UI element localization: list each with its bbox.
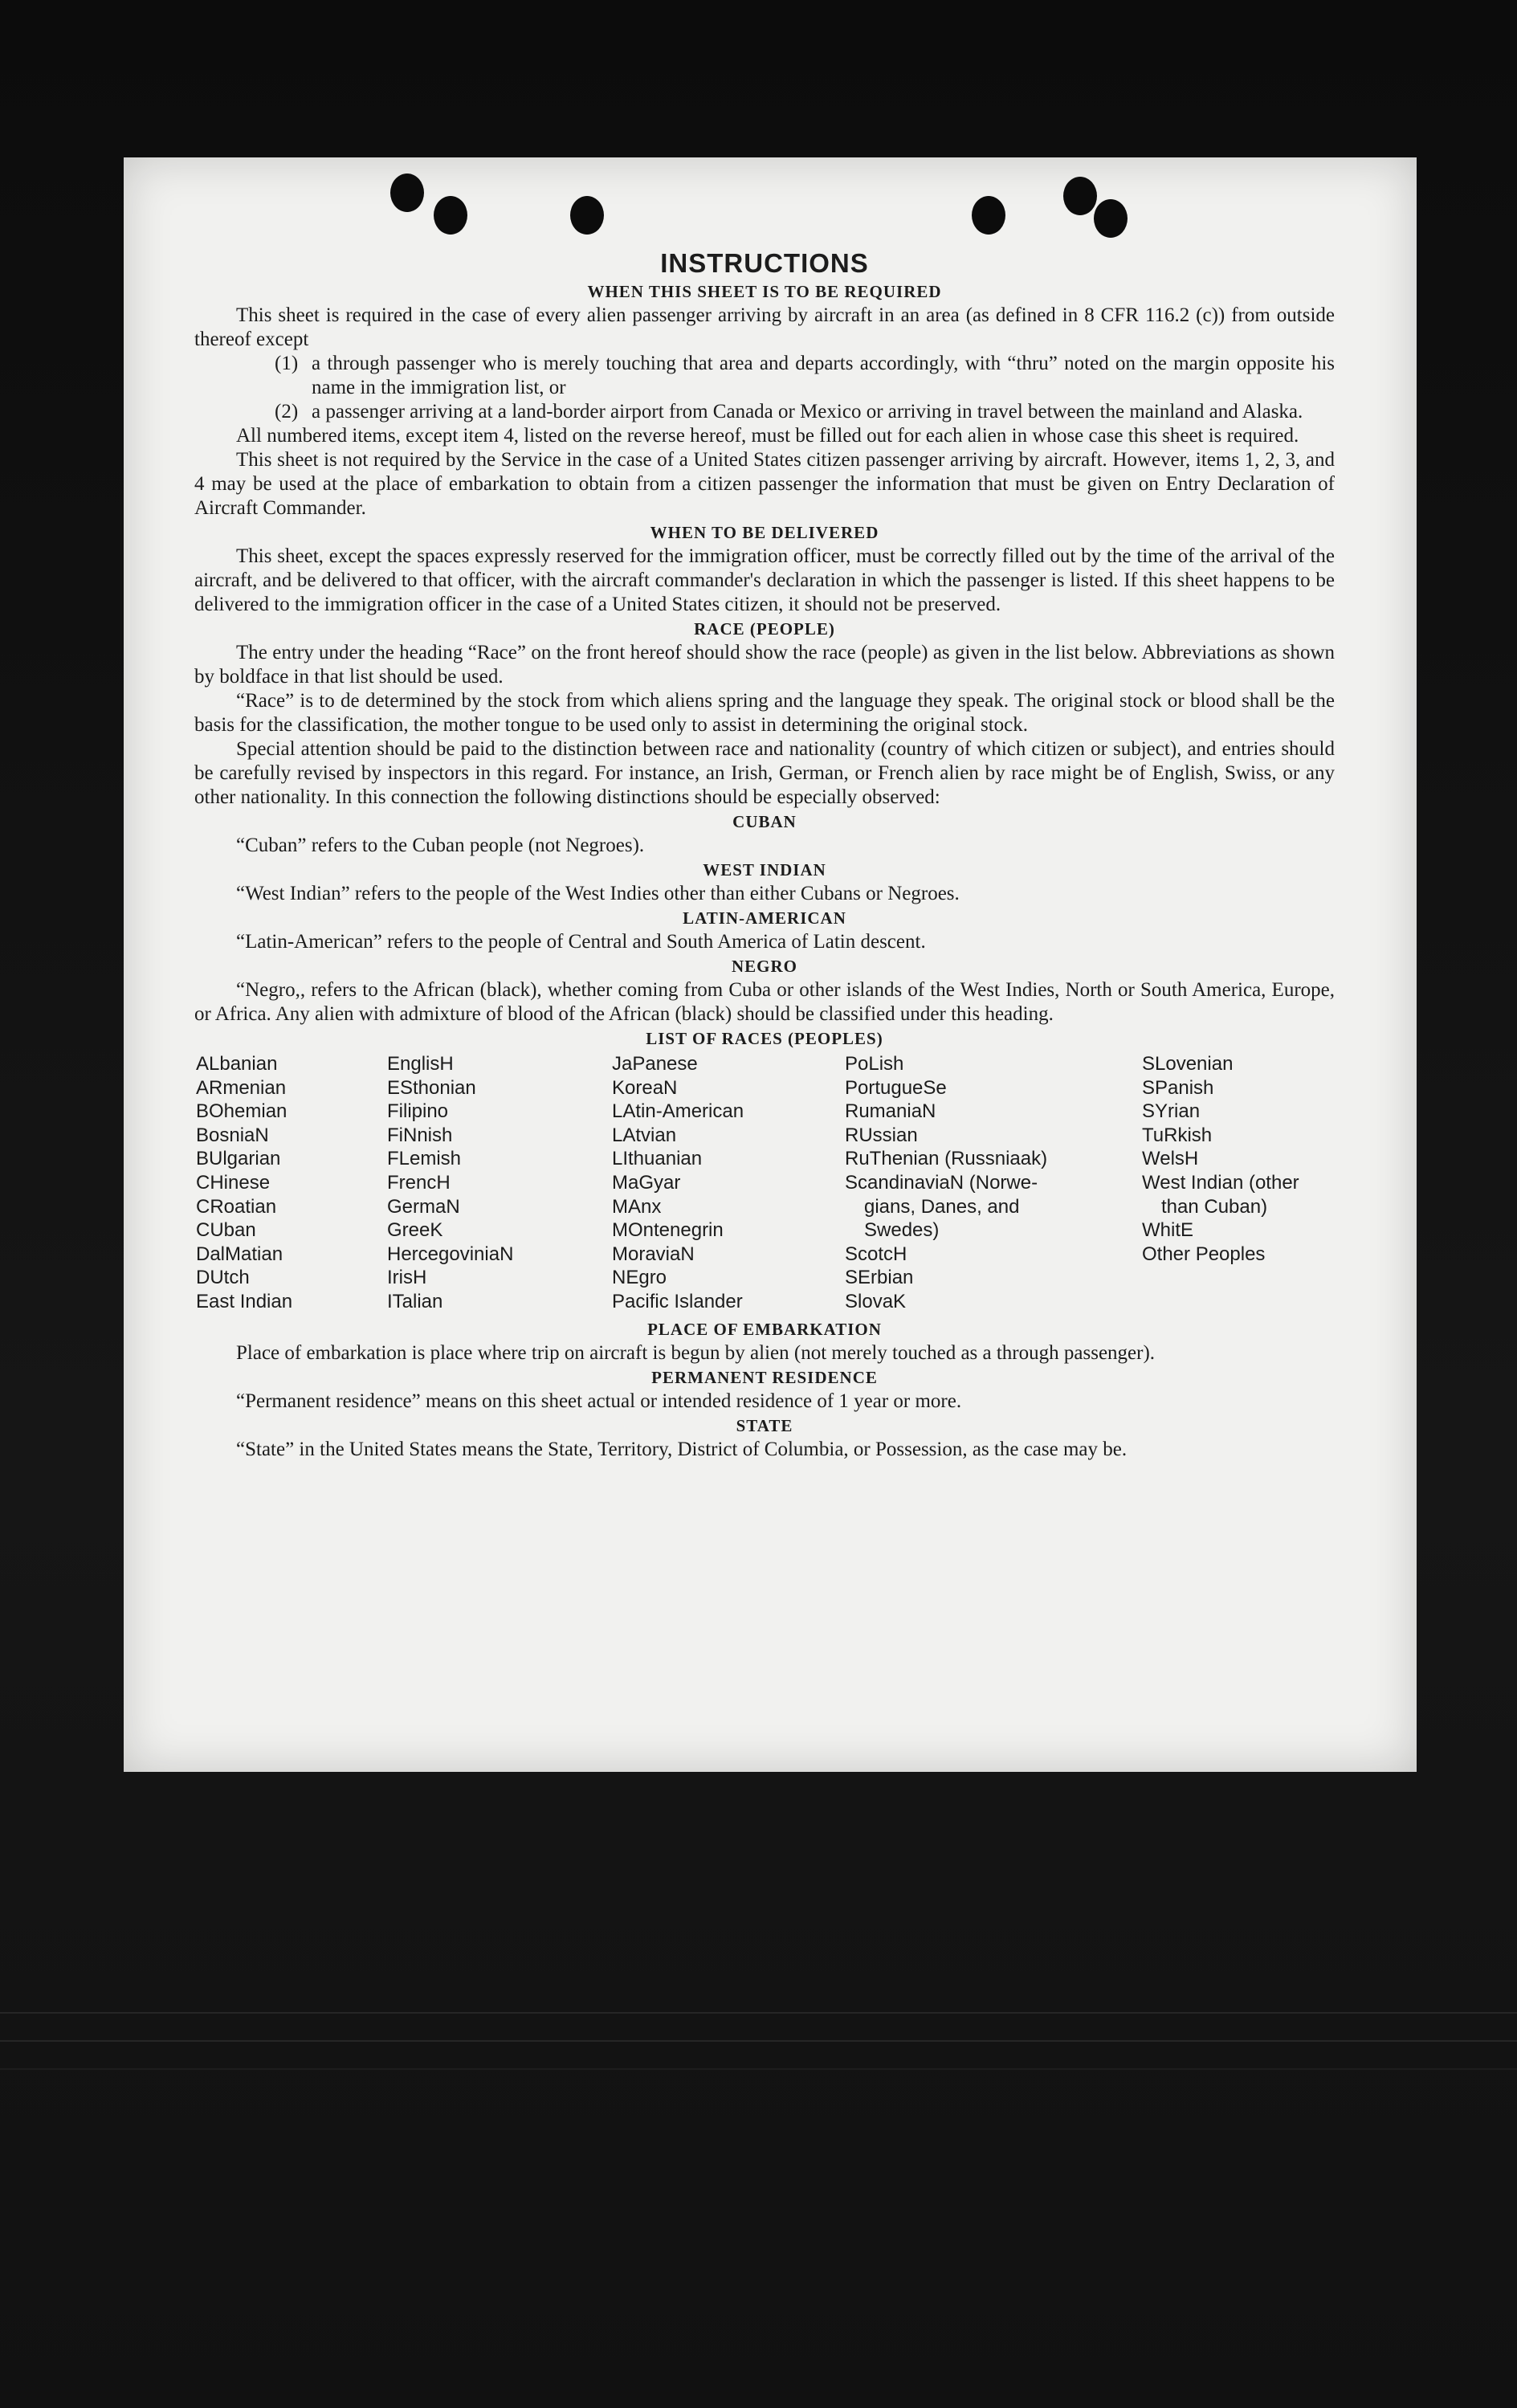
race-entry: SlovaK (845, 1290, 907, 1312)
race-entry: ESthonian (387, 1076, 476, 1099)
race-entry: MoraviaN (612, 1243, 695, 1265)
punch-hole (570, 196, 604, 235)
list-item (275, 352, 1335, 400)
race-entry: Other Peoples (1142, 1243, 1266, 1265)
races-list (196, 1052, 1335, 1314)
race-entry: MaGyar (612, 1171, 681, 1194)
paragraph: “Negro,, refers to the African (black), whether coming from Cuba or other islands of the West Indies, North or South America, Europe, or Africa. Any alien with admixture of blood of the African (black) should be classified under this heading. (194, 979, 1335, 1025)
race-entry: RuThenian (Russniaak) (845, 1148, 1048, 1170)
paragraph: All numbered items, except item 4, listed on the reverse hereof, must be filled out for each alien in whose case this sheet is required. (236, 425, 1299, 447)
item-number: (2) (275, 401, 299, 422)
race-entry: CHinese (196, 1171, 271, 1194)
section-heading-race: RACE (PEOPLE) (694, 619, 835, 639)
race-entry: ITalian (387, 1290, 443, 1312)
section-heading-when-required: WHEN THIS SHEET IS TO BE REQUIRED (587, 282, 942, 301)
race-entry: SLovenian (1142, 1053, 1234, 1075)
race-entry: NEgro (612, 1267, 667, 1289)
scan-artifact-line (0, 2040, 1517, 2042)
race-entry: KoreaN (612, 1076, 678, 1099)
race-entry: FrencH (387, 1171, 451, 1194)
paragraph: “Race” is to de determined by the stock from which aliens spring and the language they speak. The original stock or blood shall be the basis for the classification, the mother tongue to be used only to assist in determining the original stock. (194, 690, 1335, 736)
paragraph: This sheet is required in the case of every alien passenger arriving by aircraft in an area (as defined in 8 CFR 116.2 (c)) from outside thereof except (194, 304, 1335, 350)
race-entry: ARmenian (196, 1076, 287, 1099)
race-entry-continuation: than Cuban) (1161, 1195, 1268, 1218)
race-entry: ScandinaviaN (Norwe- (845, 1171, 1038, 1194)
race-entry: DUtch (196, 1267, 250, 1289)
race-entry: GreeK (387, 1219, 443, 1242)
scan-artifact-line (0, 2068, 1517, 2070)
race-entry: PortugueSe (845, 1076, 947, 1099)
race-entry: GermaN (387, 1195, 460, 1218)
paragraph: “Cuban” refers to the Cuban people (not Negroes). (236, 835, 645, 856)
item-text: a through passenger who is merely touching that area and departs accordingly, with “thru” noted on the margin opposite his name in the immigration list, or (312, 353, 1335, 398)
paragraph: This sheet, except the spaces expressly reserved for the immigration officer, must be correctly filled out by the time of the arrival of the aircraft, and be delivered to that officer, with the aircraft commander's declaration in which the passenger is listed. If this sheet happens to be delivered to the immigration officer in the case of a United States citizen, it should not be preserved. (194, 545, 1335, 615)
paragraph: “Permanent residence” means on this sheet actual or intended residence of 1 year or more. (236, 1390, 962, 1412)
race-entry-continuation: gians, Danes, and (864, 1195, 1020, 1218)
race-entry: BUlgarian (196, 1148, 281, 1170)
race-entry: DalMatian (196, 1243, 283, 1265)
paragraph: “West Indian” refers to the people of the West Indies other than either Cubans or Negroes. (236, 883, 960, 904)
races-column-4 (845, 1052, 1142, 1314)
races-column-5 (1142, 1052, 1336, 1314)
race-entry: BOhemian (196, 1100, 287, 1123)
races-column-3 (612, 1052, 845, 1314)
section-heading-list-of-races: LIST OF RACES (PEOPLES) (646, 1029, 883, 1048)
race-entry: FiNnish (387, 1124, 453, 1146)
race-entry: HercegoviniaN (387, 1243, 514, 1265)
race-entry: Pacific Islander (612, 1290, 743, 1312)
punch-hole (1094, 199, 1128, 238)
race-entry: SYrian (1142, 1100, 1201, 1123)
section-heading-embarkation: PLACE OF EMBARKATION (647, 1319, 882, 1339)
race-entry: JaPanese (612, 1053, 698, 1075)
races-column-1 (196, 1052, 387, 1314)
race-entry: WelsH (1142, 1148, 1199, 1170)
race-entry: TuRkish (1142, 1124, 1213, 1146)
paragraph: Place of embarkation is place where trip on aircraft is begun by alien (not merely touched as a through passenger). (236, 1341, 1156, 1364)
punch-hole (434, 196, 467, 235)
race-entry: ALbanian (196, 1053, 278, 1075)
race-entry: MOntenegrin (612, 1219, 724, 1242)
paragraph: This sheet is not required by the Service in the case of a United States citizen passenger arriving by aircraft. However, items 1, 2, 3, and 4 may be used at the place of embarkation to obtain from a citizen passenger the information that must be given on Entry Declaration of Aircraft Commander. (194, 449, 1335, 519)
section-heading-state: STATE (736, 1415, 793, 1435)
race-entry: FLemish (387, 1148, 462, 1170)
race-entry: RUssian (845, 1124, 918, 1146)
race-entry: ScotcH (845, 1243, 907, 1265)
race-entry: SPanish (1142, 1076, 1214, 1099)
page-title: INSTRUCTIONS (660, 248, 869, 278)
race-entry: CUban (196, 1219, 256, 1242)
list-item (275, 400, 1335, 424)
race-entry: East Indian (196, 1290, 293, 1312)
item-text: a passenger arriving at a land-border airport from Canada or Mexico or arriving in travel between the mainland and Alaska. (312, 401, 1303, 422)
instructions-body (194, 247, 1335, 1462)
paragraph: “Latin-American” refers to the people of Central and South America of Latin descent. (236, 931, 926, 953)
paragraph: Special attention should be paid to the distinction between race and nationality (country of which citizen or subject), and entries should be carefully revised by inspectors in this regard. For instance, an Irish, German, or French alien by race might be of English, Swiss, or any other nationality. In this connection the following distinctions should be especially observed: (194, 738, 1335, 808)
race-entry: BosniaN (196, 1124, 269, 1146)
punch-hole (1063, 177, 1097, 215)
section-heading-negro: NEGRO (731, 957, 797, 976)
paragraph: “State” in the United States means the State, Territory, District of Columbia, or Possession, as the case may be. (236, 1438, 1128, 1460)
race-entry: LAtvian (612, 1124, 677, 1146)
race-entry: IrisH (387, 1267, 427, 1289)
race-entry: CRoatian (196, 1195, 277, 1218)
punch-hole (972, 196, 1005, 235)
race-entry: RumaniaN (845, 1100, 936, 1123)
section-heading-cuban: CUBAN (732, 812, 797, 831)
race-entry: SErbian (845, 1267, 914, 1289)
races-column-2 (387, 1052, 612, 1314)
section-heading-permanent-residence: PERMANENT RESIDENCE (651, 1367, 878, 1387)
section-heading-west-indian: WEST INDIAN (703, 860, 826, 880)
race-entry: MAnx (612, 1195, 662, 1218)
race-entry: Filipino (387, 1100, 449, 1123)
document-page (124, 157, 1417, 1772)
race-entry: LIthuanian (612, 1148, 703, 1170)
race-entry: PoLish (845, 1053, 904, 1075)
item-number: (1) (275, 353, 299, 374)
paragraph: The entry under the heading “Race” on the front hereof should show the race (people) as given in the list below. Abbreviations as shown by boldface in that list should be used. (194, 642, 1335, 688)
race-entry: EnglisH (387, 1053, 454, 1075)
race-entry: LAtin-American (612, 1100, 744, 1123)
race-entry: WhitE (1142, 1219, 1194, 1242)
race-entry: West Indian (other (1142, 1171, 1299, 1194)
race-entry-continuation: Swedes) (864, 1219, 940, 1242)
scan-artifact-line (0, 2012, 1517, 2014)
section-heading-latin-american: LATIN-AMERICAN (683, 908, 846, 928)
section-heading-when-delivered: WHEN TO BE DELIVERED (650, 523, 879, 542)
punch-hole (390, 173, 424, 212)
